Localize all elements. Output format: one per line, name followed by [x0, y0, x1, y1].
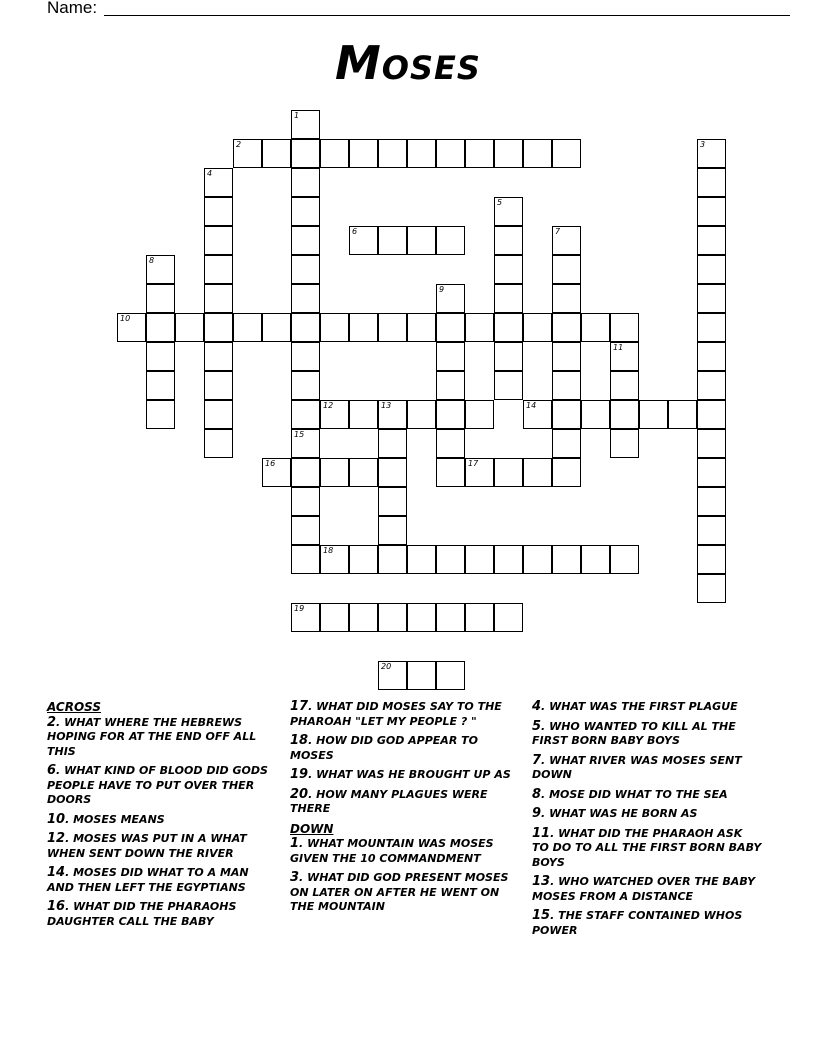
clue-number: 19 [290, 767, 309, 782]
clue-number: 3 [290, 870, 300, 885]
across-clue-19: 19. WHAT WAS HE BROUGHT UP AS [290, 767, 511, 782]
crossword-cell[interactable] [610, 545, 639, 574]
page-title: Moses [335, 36, 481, 90]
crossword-cell[interactable] [378, 313, 407, 342]
crossword-cell[interactable] [291, 313, 320, 342]
across-clue-2: 2. WHAT WHERE THE HEBREWS HOPING FOR AT THE END OFF ALL THIS [47, 714, 257, 758]
crossword-cell[interactable] [494, 139, 523, 168]
crossword-cell[interactable] [697, 255, 726, 284]
crossword-cell[interactable] [668, 400, 697, 429]
down-clue-11: 11. WHAT DID THE PHARAOH ASK TO DO TO ALL THE FIRST BORN BABY BOYS [532, 825, 762, 869]
crossword-cell[interactable] [581, 313, 610, 342]
down-clue-7: 7. WHAT RIVER WAS MOSES SENT DOWN [532, 752, 742, 781]
crossword-cell[interactable] [610, 342, 639, 371]
crossword-cell[interactable] [291, 197, 320, 226]
crossword-cell[interactable] [552, 284, 581, 313]
crossword-cell[interactable] [494, 603, 523, 632]
clue-number: 18 [290, 733, 309, 748]
clue-text: MOSES WAS PUT IN A WHAT WHEN SENT DOWN THE RIVER [47, 832, 247, 860]
crossword-cell[interactable] [436, 139, 465, 168]
across-heading: ACROSS [47, 700, 102, 714]
clue-number: 4 [532, 699, 542, 714]
crossword-cell[interactable] [697, 458, 726, 487]
clue-text: WHAT WAS HE BROUGHT UP AS [316, 768, 511, 781]
crossword-cell[interactable] [494, 284, 523, 313]
crossword-cell[interactable] [349, 458, 378, 487]
crossword-cell[interactable] [349, 226, 378, 255]
clue-text: WHAT RIVER WAS MOSES SENT DOWN [532, 753, 742, 781]
cell-number: 10 [120, 314, 131, 323]
crossword-cell[interactable] [378, 661, 407, 690]
crossword-cell[interactable] [436, 458, 465, 487]
crossword-cell[interactable] [552, 400, 581, 429]
down-clue-13: 13. WHO WATCHED OVER THE BABY MOSES FROM A DISTANCE [532, 874, 756, 903]
crossword-cell[interactable] [610, 313, 639, 342]
crossword-cell[interactable] [552, 139, 581, 168]
crossword-cell[interactable] [407, 400, 436, 429]
clue-text: WHAT DID THE PHARAOHS DAUGHTER CALL THE BABY [47, 900, 237, 928]
crossword-cell[interactable] [378, 603, 407, 632]
crossword-cell[interactable] [175, 313, 204, 342]
crossword-cell[interactable] [320, 313, 349, 342]
crossword-cell[interactable] [146, 400, 175, 429]
clue-text: MOSE DID WHAT TO THE SEA [549, 787, 728, 801]
crossword-cell[interactable] [146, 371, 175, 400]
down-clue-15: 15. THE STAFF CONTAINED WHOS POWER [532, 908, 743, 937]
across-clue-18: 18. HOW DID GOD APPEAR TO MOSES [290, 733, 478, 762]
crossword-cell[interactable] [552, 313, 581, 342]
crossword-cell[interactable] [552, 371, 581, 400]
crossword-cell[interactable] [697, 197, 726, 226]
crossword-cell[interactable] [494, 371, 523, 400]
crossword-cell[interactable] [349, 545, 378, 574]
crossword-cell[interactable] [581, 545, 610, 574]
crossword-cell[interactable] [407, 139, 436, 168]
crossword-cell[interactable] [697, 400, 726, 429]
crossword-cell[interactable] [494, 197, 523, 226]
crossword-cell[interactable] [697, 139, 726, 168]
cell-number: 11 [613, 343, 624, 352]
crossword-cell[interactable] [610, 371, 639, 400]
clue-text: WHAT KIND OF BLOOD DID GODS PEOPLE HAVE TO PUT OVER THER DOORS [47, 764, 268, 806]
crossword-cell[interactable] [291, 226, 320, 255]
clue-text: WHAT WAS THE FIRST PLAGUE [549, 700, 738, 713]
crossword-cell[interactable] [465, 458, 494, 487]
cell-number: 13 [381, 401, 392, 410]
clue-number: 2 [47, 714, 57, 730]
crossword-cell[interactable] [407, 226, 436, 255]
cell-number: 16 [265, 459, 276, 468]
crossword-cell[interactable] [204, 168, 233, 197]
crossword-cell[interactable] [291, 458, 320, 487]
across-clue-6: 6. WHAT KIND OF BLOOD DID GODS PEOPLE HAVE TO PUT OVER THER DOORS [47, 763, 268, 806]
name-label: Name: [47, 0, 98, 17]
crossword-cell[interactable] [697, 226, 726, 255]
clue-number: 9 [532, 806, 542, 821]
across-clue-10: 10. MOSES MEANS [47, 811, 165, 827]
clue-text: WHAT DID GOD PRESENT MOSES ON LATER ON AFTER HE WENT ON THE MOUNTAIN [290, 871, 509, 913]
crossword-cell[interactable] [320, 545, 349, 574]
crossword-cell[interactable] [552, 342, 581, 371]
cell-number: 4 [207, 169, 213, 178]
cell-number: 3 [700, 140, 706, 149]
crossword-cell[interactable] [262, 313, 291, 342]
crossword-cell[interactable] [436, 603, 465, 632]
cell-number: 19 [294, 604, 305, 613]
across-clue-12: 12. MOSES WAS PUT IN A WHAT WHEN SENT DOWN THE RIVER [47, 831, 247, 860]
cell-number: 7 [555, 227, 561, 236]
down-clue-5: 5. WHO WANTED TO KILL AL THE FIRST BORN BABY BOYS [532, 718, 736, 747]
crossword-cell[interactable] [291, 342, 320, 371]
crossword-cell[interactable] [552, 458, 581, 487]
crossword-cell[interactable] [291, 255, 320, 284]
clue-number: 5 [532, 718, 542, 734]
crossword-cell[interactable] [697, 545, 726, 574]
crossword-cell[interactable] [146, 255, 175, 284]
crossword-cell[interactable] [378, 458, 407, 487]
clue-number: 1 [290, 836, 300, 851]
crossword-cell[interactable] [436, 342, 465, 371]
crossword-cell[interactable] [523, 458, 552, 487]
crossword-cell[interactable] [349, 400, 378, 429]
crossword-cell[interactable] [465, 139, 494, 168]
down-clue-9: 9. WHAT WAS HE BORN AS [532, 806, 698, 821]
crossword-cell[interactable] [204, 371, 233, 400]
down-clue-1: 1. WHAT MOUNTAIN WAS MOSES GIVEN THE 10 COMMANDMENT [290, 836, 494, 865]
clue-text: THE STAFF CONTAINED WHOS POWER [532, 909, 743, 937]
crossword-cell[interactable] [697, 168, 726, 197]
crossword-cell[interactable] [436, 545, 465, 574]
crossword-cell[interactable] [494, 458, 523, 487]
crossword-cell[interactable] [465, 400, 494, 429]
cell-number: 9 [439, 285, 445, 294]
clue-number: 8 [532, 786, 542, 802]
clue-text: WHAT WHERE THE HEBREWS HOPING FOR AT THE END OFF ALL THIS [47, 715, 257, 758]
crossword-cell[interactable] [378, 400, 407, 429]
crossword-cell[interactable] [436, 226, 465, 255]
crossword-cell[interactable] [523, 313, 552, 342]
crossword-cell[interactable] [204, 342, 233, 371]
down-clue-8: 8. MOSE DID WHAT TO THE SEA [532, 786, 728, 802]
cell-number: 5 [497, 198, 503, 207]
crossword-cell[interactable] [436, 371, 465, 400]
crossword-cell[interactable] [204, 429, 233, 458]
clue-text: MOSES MEANS [73, 812, 165, 826]
clue-column-3 [532, 700, 762, 943]
crossword-cell[interactable] [465, 603, 494, 632]
crossword-cell[interactable] [291, 110, 320, 139]
cell-number: 12 [323, 401, 334, 410]
crossword-cell[interactable] [494, 545, 523, 574]
crossword-cell[interactable] [581, 400, 610, 429]
clue-number: 17 [290, 699, 309, 714]
clue-text: WHAT DID MOSES SAY TO THE PHAROAH "LET MY PEOPLE ? " [290, 700, 502, 728]
crossword-cell[interactable] [407, 313, 436, 342]
crossword-cell[interactable] [465, 313, 494, 342]
crossword-cell[interactable] [436, 661, 465, 690]
crossword-cell[interactable] [291, 139, 320, 168]
crossword-cell[interactable] [320, 139, 349, 168]
down-clue-3: 3. WHAT DID GOD PRESENT MOSES ON LATER ON AFTER HE WENT ON THE MOUNTAIN [290, 870, 509, 913]
crossword-cell[interactable] [436, 284, 465, 313]
crossword-cell[interactable] [407, 603, 436, 632]
crossword-cell[interactable] [494, 255, 523, 284]
crossword-cell[interactable] [262, 458, 291, 487]
crossword-cell[interactable] [494, 226, 523, 255]
crossword-cell[interactable] [523, 545, 552, 574]
crossword-cell[interactable] [291, 168, 320, 197]
clue-text: HOW DID GOD APPEAR TO MOSES [290, 734, 478, 762]
cell-number: 14 [526, 401, 537, 410]
clue-number: 14 [47, 865, 66, 880]
crossword-cell[interactable] [291, 516, 320, 545]
crossword-cell[interactable] [378, 545, 407, 574]
crossword-cell[interactable] [697, 429, 726, 458]
crossword-cell[interactable] [204, 255, 233, 284]
crossword-cell[interactable] [117, 313, 146, 342]
crossword-cell[interactable] [378, 516, 407, 545]
crossword-cell[interactable] [523, 400, 552, 429]
crossword-cell[interactable] [146, 284, 175, 313]
clue-number: 15 [532, 908, 551, 923]
crossword-cell[interactable] [697, 371, 726, 400]
crossword-cell[interactable] [291, 545, 320, 574]
crossword-cell[interactable] [697, 487, 726, 516]
crossword-cell[interactable] [494, 342, 523, 371]
crossword-cell[interactable] [291, 284, 320, 313]
cell-number: 17 [468, 459, 479, 468]
crossword-cell[interactable] [204, 313, 233, 342]
clue-number: 11 [532, 825, 551, 841]
crossword-cell[interactable] [146, 313, 175, 342]
crossword-cell[interactable] [146, 342, 175, 371]
clue-number: 7 [532, 752, 542, 768]
crossword-cell[interactable] [349, 313, 378, 342]
cell-number: 1 [294, 111, 300, 120]
crossword-cell[interactable] [291, 487, 320, 516]
crossword-cell[interactable] [291, 371, 320, 400]
clue-text: WHO WANTED TO KILL AL THE FIRST BORN BABY BOYS [532, 719, 736, 747]
crossword-cell[interactable] [291, 603, 320, 632]
crossword-cell[interactable] [378, 487, 407, 516]
down-heading: DOWN [290, 821, 334, 836]
crossword-cell[interactable] [552, 255, 581, 284]
crossword-cell[interactable] [610, 400, 639, 429]
cell-number: 8 [149, 256, 155, 265]
crossword-cell[interactable] [697, 574, 726, 603]
across-clue-20: 20. HOW MANY PLAGUES WERE THERE [290, 786, 488, 815]
crossword-cell[interactable] [378, 429, 407, 458]
crossword-cell[interactable] [552, 226, 581, 255]
clue-text: WHO WATCHED OVER THE BABY MOSES FROM A DISTANCE [532, 875, 756, 903]
crossword-cell[interactable] [407, 545, 436, 574]
crossword-cell[interactable] [204, 197, 233, 226]
crossword-cell[interactable] [436, 429, 465, 458]
clue-text: WHAT MOUNTAIN WAS MOSES GIVEN THE 10 COMMANDMENT [290, 837, 494, 865]
crossword-cell[interactable] [494, 313, 523, 342]
crossword-cell[interactable] [378, 226, 407, 255]
crossword-cell[interactable] [262, 139, 291, 168]
crossword-cell[interactable] [378, 139, 407, 168]
clue-number: 10 [47, 811, 66, 827]
crossword-cell[interactable] [697, 516, 726, 545]
clue-number: 13 [532, 874, 551, 889]
crossword-cell[interactable] [320, 458, 349, 487]
crossword-cell[interactable] [523, 139, 552, 168]
clue-number: 6 [47, 763, 57, 778]
crossword-cell[interactable] [436, 400, 465, 429]
across-clue-17: 17. WHAT DID MOSES SAY TO THE PHAROAH "LET MY PEOPLE ? " [290, 699, 502, 728]
cell-number: 2 [236, 140, 242, 149]
crossword-cell[interactable] [697, 313, 726, 342]
crossword-cell[interactable] [320, 603, 349, 632]
across-clue-14: 14. MOSES DID WHAT TO A MAN AND THEN LEFT THE EGYPTIANS [47, 865, 249, 894]
crossword-cell[interactable] [291, 429, 320, 458]
crossword-cell[interactable] [233, 313, 262, 342]
across-clue-16: 16. WHAT DID THE PHARAOHS DAUGHTER CALL THE BABY [47, 899, 237, 928]
crossword-cell[interactable] [291, 400, 320, 429]
clue-column-1 [47, 700, 272, 934]
crossword-cell[interactable] [552, 545, 581, 574]
crossword-cell[interactable] [465, 545, 494, 574]
crossword-cell[interactable] [552, 429, 581, 458]
clue-text: WHAT WAS HE BORN AS [549, 807, 698, 820]
clue-text: HOW MANY PLAGUES WERE THERE [290, 787, 488, 815]
clue-column-2 [290, 700, 515, 920]
crossword-cell[interactable] [697, 284, 726, 313]
crossword-cell[interactable] [349, 139, 378, 168]
crossword-cell[interactable] [697, 342, 726, 371]
cell-number: 15 [294, 430, 305, 439]
down-clue-4: 4. WHAT WAS THE FIRST PLAGUE [532, 699, 738, 714]
crossword-cell[interactable] [436, 313, 465, 342]
cell-number: 20 [381, 662, 392, 671]
crossword-cell[interactable] [639, 400, 668, 429]
cell-number: 18 [323, 546, 334, 555]
clue-text: MOSES DID WHAT TO A MAN AND THEN LEFT THE EGYPTIANS [47, 866, 249, 894]
crossword-cell[interactable] [204, 226, 233, 255]
clue-text: WHAT DID THE PHARAOH ASK TO DO TO ALL THE FIRST BORN BABY BOYS [532, 826, 762, 869]
cell-number: 6 [352, 227, 358, 236]
crossword-cell[interactable] [204, 284, 233, 313]
crossword-cell[interactable] [407, 661, 436, 690]
clue-number: 16 [47, 899, 66, 914]
clue-number: 20 [290, 786, 309, 802]
crossword-cell[interactable] [349, 603, 378, 632]
crossword-cell[interactable] [233, 139, 262, 168]
clue-number: 12 [47, 831, 66, 846]
crossword-cell[interactable] [610, 429, 639, 458]
crossword-cell[interactable] [204, 400, 233, 429]
crossword-cell[interactable] [320, 400, 349, 429]
